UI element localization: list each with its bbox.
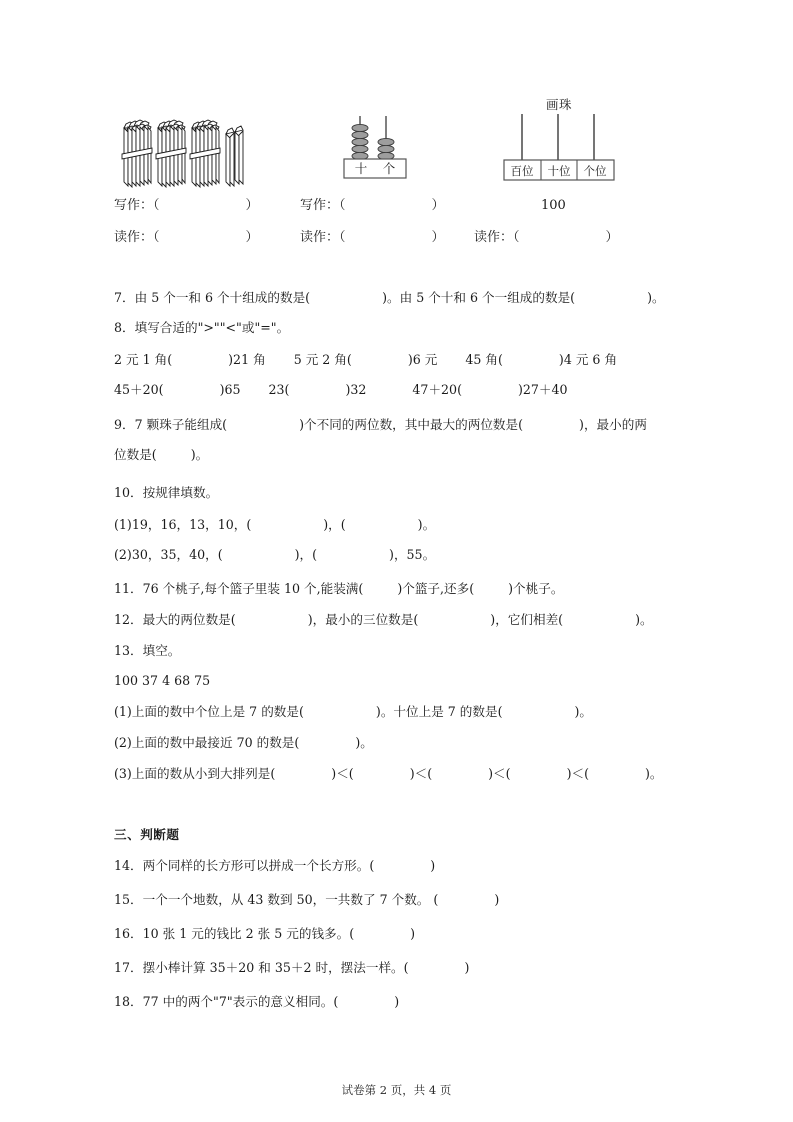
abacus-beads-ones (378, 138, 394, 159)
question-13-numbers: 100 37 4 68 75 (114, 673, 211, 688)
question-8-line-2: 45＋20( )65 23( )32 47＋20( )27＋40 (114, 382, 568, 397)
question-12: 12．最大的两位数是( )，最小的三位数是( )，它们相差( )。 (114, 612, 653, 627)
read-label-2: 读作：（ ） (300, 230, 445, 245)
pv-label-ones: 个位 (583, 164, 607, 178)
abacus-label-tens: 十 (354, 161, 368, 176)
question-13-sub-2: (2)上面的数中最接近 70 的数是( )。 (114, 735, 373, 750)
question-8-stem: 8．填写合适的">""<"或"="。 (114, 320, 290, 335)
read-label-3: 读作：（ ） (474, 230, 619, 245)
question-7: 7．由 5 个一和 6 个十组成的数是( )。由 5 个十和 6 个一组成的数是( )。 (114, 290, 665, 305)
pv-label-hundreds: 百位 (510, 164, 534, 178)
question-15: 15．一个一个地数，从 43 数到 50，一共数了 7 个数。 ( ) (114, 892, 500, 907)
question-9-line-2: 位数是( )。 (114, 447, 209, 462)
question-10-stem: 10．按规律填数。 (114, 485, 219, 500)
question-8-line-1: 2 元 1 角( )21 角 5 元 2 角( )6 元 45 角( )4 元 6 角 (114, 352, 618, 367)
bundled-sticks-illustration (118, 116, 250, 190)
question-17: 17．摆小棒计算 35＋20 和 35＋2 时，摆法一样。( ) (114, 960, 470, 975)
draw-beads-caption: 画珠 (546, 97, 573, 112)
question-10-sub-1: (1)19，16，13，10，( )，( )。 (114, 517, 436, 532)
question-18: 18．77 中的两个"7"表示的意义相同。( ) (114, 994, 400, 1009)
write-label-1: 写作：（ ） (114, 198, 259, 213)
question-13-sub-1: (1)上面的数中个位上是 7 的数是( )。十位上是 7 的数是( )。 (114, 704, 593, 719)
abacus-beads-tens (352, 124, 368, 159)
question-16: 16．10 张 1 元的钱比 2 张 5 元的钱多。( ) (114, 926, 416, 941)
question-13-stem: 13．填空。 (114, 643, 181, 658)
abacus-illustration (342, 114, 414, 180)
question-11: 11．76 个桃子,每个篮子里装 10 个,能装满( )个篮子,还多( )个桃子。 (114, 581, 564, 596)
pv-label-tens: 十位 (547, 164, 571, 178)
number-100: 100 (541, 198, 566, 213)
illustration-band (0, 0, 793, 196)
question-9-line-1: 9．7 颗珠子能组成( )个不同的两位数，其中最大的两位数是( )，最小的两 (114, 417, 647, 432)
write-label-2: 写作：（ ） (300, 198, 445, 213)
read-label-1: 读作：（ ） (114, 230, 259, 245)
page-footer: 试卷第 2 页，共 4 页 (341, 1083, 452, 1097)
section-heading-3: 三、判断题 (114, 827, 180, 842)
question-10-sub-2: (2)30，35，40，( )，( )，55。 (114, 547, 436, 562)
question-13-sub-3: (3)上面的数从小到大排列是( )＜( )＜( )＜( )＜( )。 (114, 766, 663, 781)
abacus-label-ones: 个 (382, 161, 396, 176)
place-value-table-illustration (500, 96, 618, 186)
abacus-base (344, 159, 406, 178)
question-14: 14．两个同样的长方形可以拼成一个长方形。( ) (114, 858, 436, 873)
